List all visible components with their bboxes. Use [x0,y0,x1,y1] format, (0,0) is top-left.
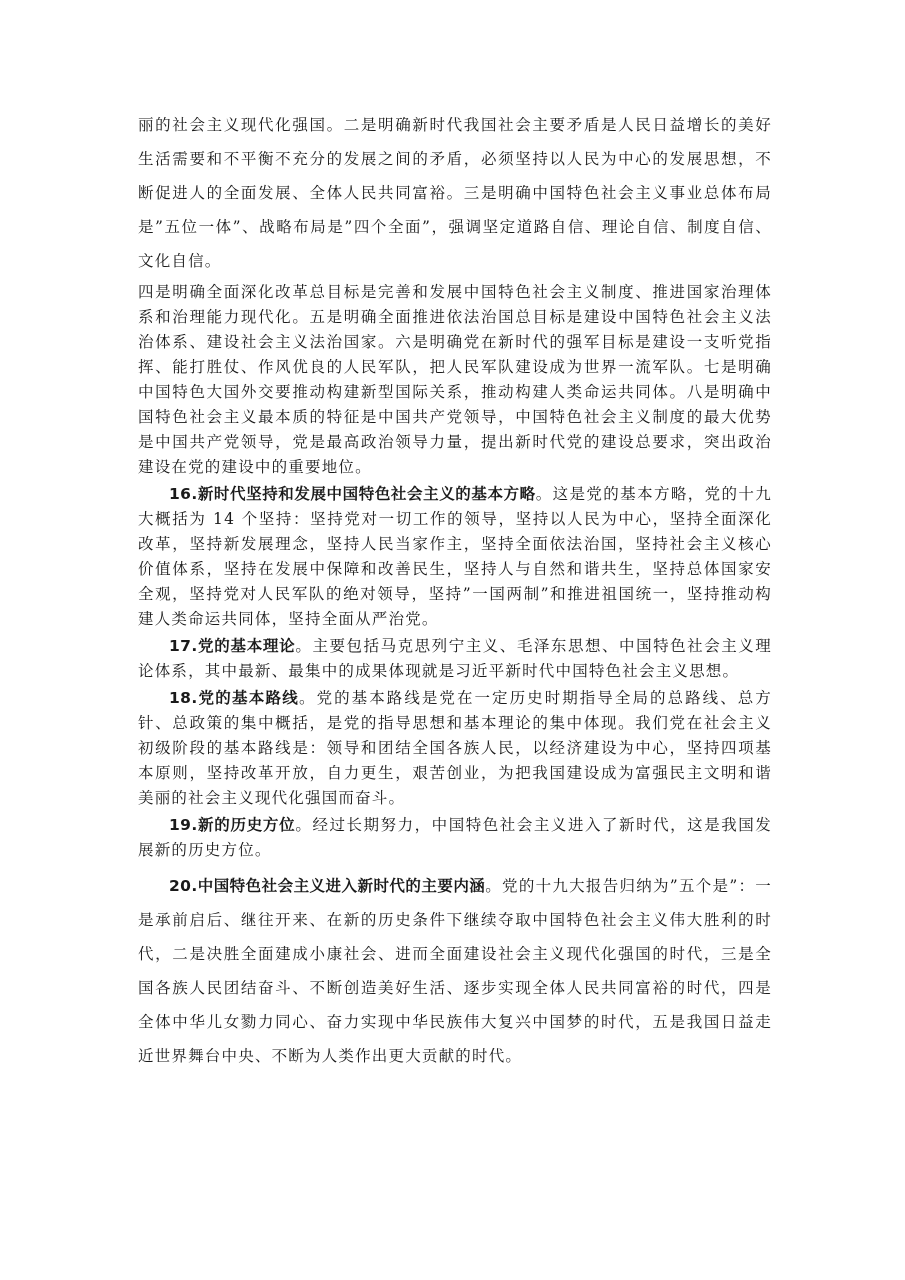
section-body: 。经过长期努力，中国特色社会主义进入了新时代，这是我国发展新的历史方位。 [138,816,773,859]
section-18 [138,686,772,811]
section-body: 。党的基本路线是党在一定历史时期指导全局的总路线、总方针、总政策的集中概括，是党的指导思想和基本理论的集中体现。我们党在社会主义初级阶段的基本路线是：领导和团结全国各族人民，以经济建设为中心，坚持四项基本原则，坚持改革开放，自力更生，艰苦创业，为把我国建设成为富强民主文明和谐美丽的社会主义现代化强国而奋斗。 [138,689,773,807]
section-body: 。党的十九大报告归纳为”五个是”：一是承前启后、继往开来、在新的历史条件下继续夺取中国特色社会主义伟大胜利的时代，二是决胜全面建成小康社会、进而全面建设社会主义现代化强国的时代，三是全国各族人民团结奋斗、不断创造美好生活、逐步实现全体人民共同富裕的时代，四是全体中华儿女勠力同心、奋力实现中华民族伟大复兴中国梦的时代，五是我国日益走近世界舞台中央、不断为人类作出更大贡献的时代。 [138,877,772,1065]
section-17 [138,634,772,684]
section-heading: 18.党的基本路线 [169,689,300,707]
paragraph-text: 四是明确全面深化改革总目标是完善和发展中国特色社会主义制度、推进国家治理体系和治理能力现代化。五是明确全面推进依法治国总目标是建设中国特色社会主义法治体系、建设社会主义法治国家。六是明确党在新时代的强军目标是建设一支听党指挥、能打胜仗、作风优良的人民军队，把人民军队建设成为世界一流军队。七是明确中国特色大国外交要推动构建新型国际关系，推动构建人类命运共同体。八是明确中国特色社会主义最本质的特征是中国共产党领导，中国特色社会主义制度的最大优势是中国共产党领导，党是最高政治领导力量，提出新时代党的建设总要求，突出政治建设在党的建设中的重要地位。 [138,283,772,476]
paragraph-text: 丽的社会主义现代化强国。二是明确新时代我国社会主要矛盾是人民日益增长的美好生活需要和不平衡不充分的发展之间的矛盾，必须坚持以人民为中心的发展思想，不断促进人的全面发展、全体人民共同富裕。三是明确中国特色社会主义事业总体布局是”五位一体”、战略布局是”四个全面”，强调坚定道路自信、理论自信、制度自信、文化自信。 [138,116,772,270]
paragraph-four-eight [138,280,772,480]
section-heading: 20.中国特色社会主义进入新时代的主要内涵 [169,877,486,895]
section-20 [138,869,772,1073]
section-heading: 17.党的基本理论 [169,637,296,655]
section-body: 。主要包括马克思列宁主义、毛泽东思想、中国特色社会主义理论体系，其中最新、最集中的成果体现就是习近平新时代中国特色社会主义思想。 [138,637,773,680]
section-heading: 16.新时代坚持和发展中国特色社会主义的基本方略 [169,485,536,503]
document-body [138,108,772,1073]
section-16 [138,482,772,632]
section-heading: 19.新的历史方位 [169,816,296,834]
paragraph-continued [138,108,772,278]
section-body: 。这是党的基本方略，党的十九大概括为 14 个坚持：坚持党对一切工作的领导，坚持以人民为中心，坚持全面深化改革，坚持新发展理念，坚持人民当家作主，坚持全面依法治国，坚持社会主义核心价值体系，坚持在发展中保障和改善民生，坚持人与自然和谐共生，坚持总体国家安全观，坚持党对人民军队的绝对领导，坚持”一国两制”和推进祖国统一，坚持推动构建人类命运共同体，坚持全面从严治党。 [138,485,772,628]
section-19 [138,813,772,863]
